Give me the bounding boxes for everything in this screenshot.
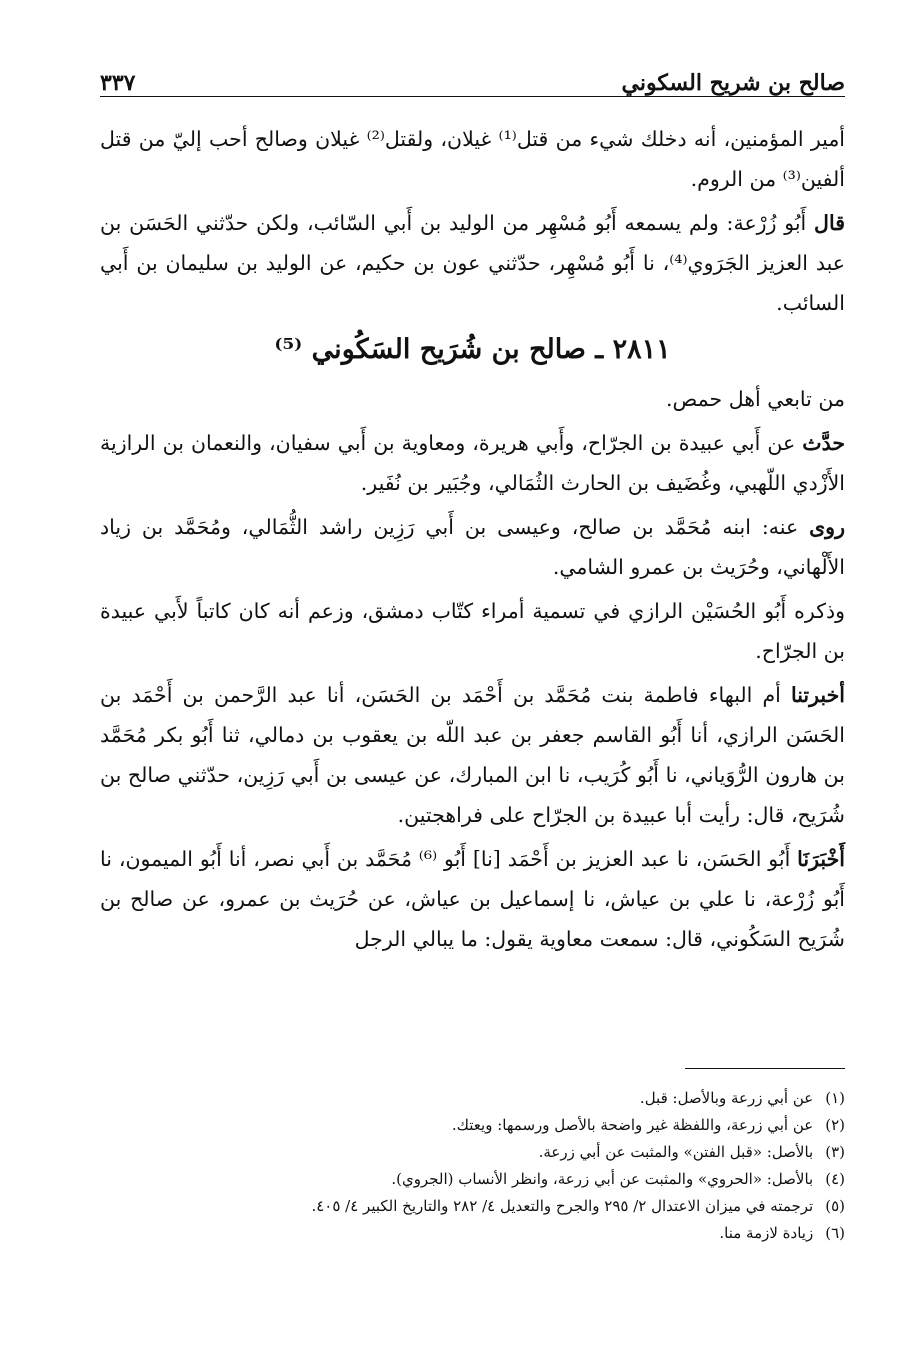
footnote-text: زيادة لازمة منا. [719,1224,814,1242]
footnote [100,1112,845,1139]
page [100,58,845,1242]
paragraph: وذكره أَبُو الحُسَيْن الرازي في تسمية أمراء كتّاب دمشق، وزعم أنه كان كاتباً لأَبي عبيدة بن الجرّاح. [100,599,845,663]
lead-word: قال [814,211,845,235]
footnote [100,1139,845,1166]
footnote-text: ترجمته في ميزان الاعتدال ٢/ ٢٩٥ والجرح والتعديل ٤/ ٢٨٢ والتاريخ الكبير ٤/ ٤٠٥. [311,1197,814,1215]
footnote-list [100,1085,845,1247]
paragraph [100,423,845,503]
footnote-number: (٣) [825,1143,845,1161]
paragraph-text: أَبُو الحَسَن، نا عبد العزيز بن أَحْمَد [نا] أَبُو ⁽⁶⁾ مُحَمَّد بن أَبي نصر، أنا أَبُو الميمون، نا أَبُو زُرْعة، نا علي بن عياش، نا إسماعيل بن عياش، عن حُرَيث بن عمرو، عن صالح بن شُرَيح السَكُوني، قال: سمعت معاوية يقول: ما يبالي الرجل [100,847,845,951]
footnote-text: عن أبي زرعة، واللفظة غير واضحة بالأصل ورسمها: ويعتك. [451,1116,814,1134]
paragraph [100,507,845,587]
main-text [100,119,845,959]
footnote [100,1166,845,1193]
footnote-divider [685,1068,845,1069]
footnote-text: عن أبي زرعة وبالأصل: قبل. [639,1089,814,1107]
running-title: صالح بن شريح السكوني [621,70,845,96]
paragraph [100,675,845,835]
footnote-text: بالأصل: «الحروي» والمثبت عن أبي زرعة، وانظر الأنساب (الجروي). [391,1170,814,1188]
footnote-number: (١) [825,1089,845,1107]
paragraph [100,839,845,959]
paragraph-text: عن أَبي عبيدة بن الجرّاح، وأَبي هريرة، ومعاوية بن أَبي سفيان، والنعمان بن الرازية الأَزْدي اللّهبي، وغُضَيف بن الحارث الثُمَالي، وجُبَير بن نُفَير. [100,431,845,495]
footnote [100,1085,845,1112]
footnotes [100,1068,845,1247]
entry-title: ٢٨١١ ـ صالح بن شُرَيح السَكُوني ⁽⁵⁾ [274,334,671,365]
paragraph [100,203,845,323]
lead-word: أَخْبَرَنَا [797,847,845,871]
page-number: ٣٣٧ [100,70,136,96]
footnote-text: بالأصل: «قبل الفتن» والمثبت عن أبي زرعة. [538,1143,814,1161]
paragraph-text: عنه: ابنه مُحَمَّد بن صالح، وعيسى بن أَبي رَزِين راشد الثُّمَالي، ومُحَمَّد بن زياد الأَلْهاني، وحُرَيث بن عمرو الشامي. [100,515,845,579]
paragraph-text: أَبُو زُرْعة: ولم يسمعه أَبُو مُسْهِر من الوليد بن أَبي السّائب، ولكن حدّثني الحَسَن بن عبد العزيز الجَرَوي⁽⁴⁾، نا أَبُو مُسْهِر، حدّثني عون بن حكيم، عن الوليد بن سليمان بن أَبي السائب. [100,211,845,315]
paragraph: من تابعي أهل حمص. [666,387,845,411]
lead-word: روى [809,515,845,539]
footnote [100,1193,845,1220]
page-header [100,58,845,97]
paragraph-text: أم البهاء فاطمة بنت مُحَمَّد بن أَحْمَد بن الحَسَن، أنا عبد الرَّحمن بن أَحْمَد بن الحَسَن الرازي، أنا أَبُو القاسم جعفر بن عبد اللّه بن يعقوب بن دمالي، ثنا أَبُو بكر مُحَمَّد بن هارون الرُّوَياني، نا أَبُو كُرَيب، نا ابن المبارك، عن عيسى بن أَبي رَزِين، حدّثني صالح بن شُرَيح، قال: رأيت أبا عبيدة بن الجرّاح على فراهجتين. [100,683,845,827]
footnote-number: (٦) [825,1224,845,1242]
paragraph: أمير المؤمنين، أنه دخلك شيء من قتل⁽¹⁾ غيلان، ولقتل⁽²⁾ غيلان وصالح أحب إليّ من قتل ألفين⁽³⁾ من الروم. [100,127,845,191]
lead-word: أخبرتنا [790,683,845,707]
footnote-number: (٥) [825,1197,845,1215]
footnote-number: (٤) [825,1170,845,1188]
footnote [100,1220,845,1247]
lead-word: حدَّث [802,431,845,455]
footnote-number: (٢) [825,1116,845,1134]
